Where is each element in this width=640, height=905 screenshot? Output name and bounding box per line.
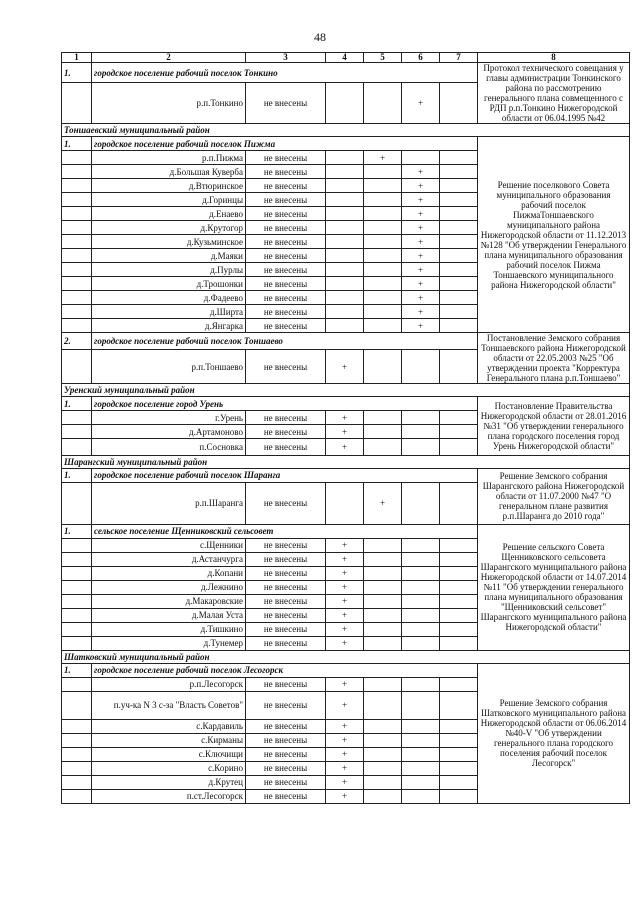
plus-mark: + (326, 719, 364, 733)
plus-mark: + (402, 165, 440, 179)
place-name: с.Кардавиль (92, 719, 246, 733)
empty-cell (62, 761, 92, 775)
plus-mark: + (326, 538, 364, 552)
empty-cell (62, 636, 92, 650)
empty-cell (364, 221, 402, 235)
empty-cell (326, 207, 364, 221)
place-name: п.ст.Лесогорск (92, 789, 246, 803)
empty-cell (62, 411, 92, 425)
place-name: р.п.Шаранга (92, 482, 246, 524)
page-number: 48 (314, 30, 326, 44)
row-number: 1. (62, 663, 92, 677)
status-cell: не внесены (246, 179, 326, 193)
place-name: д.Ширта (92, 305, 246, 319)
column-header: 4 (326, 53, 364, 63)
empty-cell (62, 350, 92, 384)
empty-cell (364, 622, 402, 636)
empty-cell (440, 235, 478, 249)
empty-cell (402, 761, 440, 775)
empty-cell (62, 425, 92, 439)
place-name: д.Копани (92, 566, 246, 580)
place-name: р.п.Тонкино (92, 83, 246, 124)
column-header: 1 (62, 53, 92, 63)
place-name: с.Щенники (92, 538, 246, 552)
empty-cell (440, 580, 478, 594)
empty-cell (364, 291, 402, 305)
place-name: д.Лежнино (92, 580, 246, 594)
empty-cell (402, 636, 440, 650)
place-name: д.Тишкино (92, 622, 246, 636)
empty-cell (440, 291, 478, 305)
empty-cell (440, 249, 478, 263)
status-cell: не внесены (246, 733, 326, 747)
empty-cell (402, 719, 440, 733)
place-name: д.Тунемер (92, 636, 246, 650)
empty-cell (326, 263, 364, 277)
empty-cell (440, 277, 478, 291)
empty-cell (364, 277, 402, 291)
empty-cell (440, 83, 478, 124)
empty-cell (364, 305, 402, 319)
plus-mark: + (326, 552, 364, 566)
document-reference: Постановление Правительства Нижегородской области от 28.01.2016 №31 "Об утверждении генерального плана городского поселения город Урень Нижегородской области" (478, 397, 630, 456)
plus-mark: + (326, 775, 364, 789)
place-name: с.Корино (92, 761, 246, 775)
status-cell: не внесены (246, 221, 326, 235)
plus-mark: + (402, 83, 440, 124)
empty-cell (62, 691, 92, 719)
plus-mark: + (326, 622, 364, 636)
row-number: 1. (62, 137, 92, 151)
district-title: Тоншаевский муниципальный район (62, 124, 630, 137)
status-cell: не внесены (246, 305, 326, 319)
district-title: Шарангский муниципальный район (62, 455, 630, 468)
plus-mark: + (402, 179, 440, 193)
empty-cell (62, 608, 92, 622)
district-row (62, 455, 630, 468)
status-cell: не внесены (246, 719, 326, 733)
plus-mark: + (326, 761, 364, 775)
place-name: д.Горинцы (92, 193, 246, 207)
empty-cell (364, 249, 402, 263)
empty-cell (440, 747, 478, 761)
empty-cell (62, 677, 92, 691)
empty-cell (326, 235, 364, 249)
empty-cell (440, 165, 478, 179)
empty-cell (402, 691, 440, 719)
empty-cell (364, 747, 402, 761)
column-header: 6 (402, 53, 440, 63)
empty-cell (62, 719, 92, 733)
empty-cell (62, 552, 92, 566)
plus-mark: + (326, 411, 364, 425)
empty-cell (62, 193, 92, 207)
plus-mark: + (326, 425, 364, 439)
empty-cell (440, 622, 478, 636)
settlement-title: городское поселение рабочий поселок Тонкино (92, 63, 478, 83)
empty-cell (62, 249, 92, 263)
empty-cell (364, 193, 402, 207)
place-name: д.Трошонки (92, 277, 246, 291)
empty-cell (364, 263, 402, 277)
district-row (62, 650, 630, 663)
empty-cell (364, 319, 402, 333)
empty-cell (62, 263, 92, 277)
plus-mark: + (326, 580, 364, 594)
empty-cell (440, 538, 478, 552)
plus-mark: + (326, 594, 364, 608)
place-name: с.Кирманы (92, 733, 246, 747)
empty-cell (364, 350, 402, 384)
empty-cell (364, 636, 402, 650)
plus-mark: + (326, 691, 364, 719)
place-name: д.Фадеево (92, 291, 246, 305)
empty-cell (364, 165, 402, 179)
place-name: п.уч-ка N 3 с-за "Власть Советов" (92, 691, 246, 719)
empty-cell (364, 207, 402, 221)
empty-cell (62, 566, 92, 580)
status-cell: не внесены (246, 580, 326, 594)
empty-cell (440, 691, 478, 719)
district-title: Уренский муниципальный район (62, 384, 630, 397)
status-cell: не внесены (246, 691, 326, 719)
empty-cell (62, 305, 92, 319)
status-cell: не внесены (246, 594, 326, 608)
empty-cell (402, 425, 440, 439)
empty-cell (62, 789, 92, 803)
empty-cell (402, 608, 440, 622)
empty-cell (62, 439, 92, 456)
empty-cell (326, 277, 364, 291)
table-body (62, 53, 630, 804)
empty-cell (440, 552, 478, 566)
empty-cell (62, 207, 92, 221)
status-cell: не внесены (246, 207, 326, 221)
empty-cell (62, 733, 92, 747)
document-table (61, 52, 630, 804)
empty-cell (440, 733, 478, 747)
row-number: 1. (62, 468, 92, 482)
plus-mark: + (326, 608, 364, 622)
settlement-row (62, 397, 630, 411)
empty-cell (326, 249, 364, 263)
plus-mark: + (402, 305, 440, 319)
settlement-title: городское поселение город Урень (92, 397, 478, 411)
empty-cell (62, 291, 92, 305)
status-cell: не внесены (246, 291, 326, 305)
plus-mark: + (326, 747, 364, 761)
empty-cell (402, 566, 440, 580)
status-cell: не внесены (246, 193, 326, 207)
place-name: д.Астанчурга (92, 552, 246, 566)
place-name: д.Пурлы (92, 263, 246, 277)
empty-cell (62, 83, 92, 124)
district-row (62, 384, 630, 397)
empty-cell (62, 747, 92, 761)
empty-cell (364, 733, 402, 747)
empty-cell (364, 425, 402, 439)
status-cell: не внесены (246, 747, 326, 761)
empty-cell (440, 482, 478, 524)
empty-cell (62, 594, 92, 608)
place-name: д.Малая Уста (92, 608, 246, 622)
status-cell: не внесены (246, 319, 326, 333)
empty-cell (364, 566, 402, 580)
empty-cell (326, 305, 364, 319)
status-cell: не внесены (246, 249, 326, 263)
empty-cell (364, 608, 402, 622)
place-name: д.Янгарка (92, 319, 246, 333)
status-cell: не внесены (246, 608, 326, 622)
status-cell: не внесены (246, 235, 326, 249)
empty-cell (62, 319, 92, 333)
district-row (62, 124, 630, 137)
plus-mark: + (326, 636, 364, 650)
place-name: д.Втюринское (92, 179, 246, 193)
document-reference: Протокол технического совещания у главы администрации Тонкинского района по рассмотрению генерального плана совмещенного с РДП р.п.Тонкино Нижегородской области от 06.04.1995 №42 (478, 63, 630, 124)
status-cell: не внесены (246, 83, 326, 124)
place-name: д.Крутогор (92, 221, 246, 235)
empty-cell (402, 439, 440, 456)
empty-cell (440, 439, 478, 456)
settlement-row (62, 333, 630, 350)
plus-mark: + (364, 151, 402, 165)
empty-cell (364, 775, 402, 789)
column-header: 2 (92, 53, 246, 63)
settlement-title: городское поселение рабочий поселок Шаранга (92, 468, 478, 482)
empty-cell (364, 83, 402, 124)
status-cell: не внесены (246, 263, 326, 277)
empty-cell (62, 622, 92, 636)
empty-cell (440, 263, 478, 277)
document-reference: Решение Земского собрания Шарангского района Нижегородской области от 11.07.2000 №47 "О генеральном плане развития р.п.Шаранга до 2010 года" (478, 468, 630, 524)
settlement-row (62, 663, 630, 677)
empty-cell (440, 566, 478, 580)
empty-cell (364, 719, 402, 733)
empty-cell (364, 538, 402, 552)
empty-cell (364, 761, 402, 775)
empty-cell (364, 179, 402, 193)
settlement-row (62, 137, 630, 151)
empty-cell (326, 165, 364, 179)
empty-cell (326, 319, 364, 333)
empty-cell (440, 411, 478, 425)
place-name: р.п.Лесогорск (92, 677, 246, 691)
plus-mark: + (326, 566, 364, 580)
settlement-title: сельское поселение Щенниковский сельсовет (92, 524, 478, 538)
empty-cell (364, 580, 402, 594)
empty-cell (440, 636, 478, 650)
status-cell: не внесены (246, 439, 326, 456)
document-reference: Решение Земского собрания Шатковского муниципального района Нижегородской области от 06.06.2014 №40-V "Об утверждении генерального плана городского поселения рабочий поселок Лесогорск" (478, 663, 630, 803)
column-header: 5 (364, 53, 402, 63)
status-cell: не внесены (246, 566, 326, 580)
settlement-row (62, 524, 630, 538)
plus-mark: + (326, 350, 364, 384)
empty-cell (402, 482, 440, 524)
empty-cell (402, 733, 440, 747)
empty-cell (402, 775, 440, 789)
empty-cell (62, 580, 92, 594)
empty-cell (326, 83, 364, 124)
empty-cell (62, 277, 92, 291)
empty-cell (440, 305, 478, 319)
row-number: 1. (62, 524, 92, 538)
empty-cell (326, 151, 364, 165)
column-header: 3 (246, 53, 326, 63)
empty-cell (402, 151, 440, 165)
empty-cell (326, 221, 364, 235)
plus-mark: + (326, 439, 364, 456)
settlement-row (62, 63, 630, 83)
plus-mark: + (326, 733, 364, 747)
column-header: 7 (440, 53, 478, 63)
empty-cell (326, 291, 364, 305)
status-cell: не внесены (246, 789, 326, 803)
place-name: п.Сосновка (92, 439, 246, 456)
settlement-row (62, 468, 630, 482)
plus-mark: + (402, 221, 440, 235)
plus-mark: + (402, 249, 440, 263)
empty-cell (326, 179, 364, 193)
empty-cell (326, 193, 364, 207)
empty-cell (364, 439, 402, 456)
settlement-title: городское поселение рабочий поселок Пижма (92, 137, 478, 151)
place-name: д.Большая Куверба (92, 165, 246, 179)
empty-cell (364, 789, 402, 803)
place-name: г.Урень (92, 411, 246, 425)
status-cell: не внесены (246, 165, 326, 179)
place-name: р.п.Пижма (92, 151, 246, 165)
empty-cell (440, 425, 478, 439)
empty-cell (62, 775, 92, 789)
row-number: 1. (62, 397, 92, 411)
district-title: Шатковский муниципальный район (62, 650, 630, 663)
empty-cell (364, 235, 402, 249)
empty-cell (364, 677, 402, 691)
empty-cell (402, 677, 440, 691)
empty-cell (440, 594, 478, 608)
settlement-title: городское поселение рабочий поселок Лесогорск (92, 663, 478, 677)
place-name: д.Макаровские (92, 594, 246, 608)
empty-cell (440, 775, 478, 789)
empty-cell (62, 165, 92, 179)
empty-cell (62, 538, 92, 552)
place-name: с.Ключищи (92, 747, 246, 761)
document-reference: Постановление Земского собрания Тоншаевского района Нижегородской области от 22.05.2003 №25 "Об утверждении проекта "Корректура Генерального плана р.п.Тоншаево" (478, 333, 630, 384)
empty-cell (62, 151, 92, 165)
column-header: 8 (478, 53, 630, 63)
empty-cell (440, 789, 478, 803)
empty-cell (440, 719, 478, 733)
place-name: д.Артамоново (92, 425, 246, 439)
empty-cell (440, 207, 478, 221)
document-reference: Решение сельского Совета Щенниковского сельсовета Шарангского муниципального района Нижегородской области от 14.07.2014 №11 "Об утверждении генерального плана муниципального образования "Щенниковский сельсовет" Шарангского муниципального района Нижегородской области" (478, 524, 630, 650)
status-cell: не внесены (246, 622, 326, 636)
plus-mark: + (402, 263, 440, 277)
place-name: д.Крутец (92, 775, 246, 789)
plus-mark: + (402, 319, 440, 333)
empty-cell (364, 594, 402, 608)
empty-cell (364, 411, 402, 425)
header-row (62, 53, 630, 63)
place-name: д.Маяки (92, 249, 246, 263)
place-name: д.Енаево (92, 207, 246, 221)
empty-cell (440, 608, 478, 622)
status-cell: не внесены (246, 761, 326, 775)
status-cell: не внесены (246, 425, 326, 439)
empty-cell (326, 482, 364, 524)
empty-cell (440, 677, 478, 691)
empty-cell (402, 552, 440, 566)
row-number: 1. (62, 63, 92, 83)
empty-cell (440, 319, 478, 333)
status-cell: не внесены (246, 151, 326, 165)
empty-cell (402, 580, 440, 594)
plus-mark: + (402, 193, 440, 207)
status-cell: не внесены (246, 277, 326, 291)
plus-mark: + (402, 277, 440, 291)
empty-cell (440, 151, 478, 165)
empty-cell (440, 350, 478, 384)
status-cell: не внесены (246, 482, 326, 524)
plus-mark: + (402, 207, 440, 221)
row-number: 2. (62, 333, 92, 350)
status-cell: не внесены (246, 552, 326, 566)
empty-cell (402, 594, 440, 608)
empty-cell (364, 691, 402, 719)
empty-cell (402, 538, 440, 552)
empty-cell (364, 552, 402, 566)
empty-cell (440, 221, 478, 235)
plus-mark: + (364, 482, 402, 524)
settlement-title: городское поселение рабочий поселок Тоншаево (92, 333, 478, 350)
empty-cell (62, 179, 92, 193)
plus-mark: + (402, 235, 440, 249)
status-cell: не внесены (246, 350, 326, 384)
empty-cell (402, 411, 440, 425)
plus-mark: + (402, 291, 440, 305)
status-cell: не внесены (246, 411, 326, 425)
empty-cell (440, 193, 478, 207)
empty-cell (402, 747, 440, 761)
document-reference: Решение поселкового Совета муниципального образования рабочий поселок ПижмаТоншаевского муниципального района Нижегородской области от 11.12.2013 №128 "Об утверждении Генерального плана муниципального образования рабочий поселок Пижма Тоншаевского муниципального района Нижегородской области" (478, 137, 630, 333)
empty-cell (440, 761, 478, 775)
place-name: д.Кузьминское (92, 235, 246, 249)
status-cell: не внесены (246, 636, 326, 650)
plus-mark: + (326, 789, 364, 803)
empty-cell (62, 482, 92, 524)
status-cell: не внесены (246, 677, 326, 691)
place-name: р.п.Тоншаево (92, 350, 246, 384)
empty-cell (402, 350, 440, 384)
empty-cell (402, 622, 440, 636)
plus-mark: + (326, 677, 364, 691)
status-cell: не внесены (246, 538, 326, 552)
empty-cell (440, 179, 478, 193)
empty-cell (62, 235, 92, 249)
empty-cell (62, 221, 92, 235)
status-cell: не внесены (246, 775, 326, 789)
empty-cell (402, 789, 440, 803)
